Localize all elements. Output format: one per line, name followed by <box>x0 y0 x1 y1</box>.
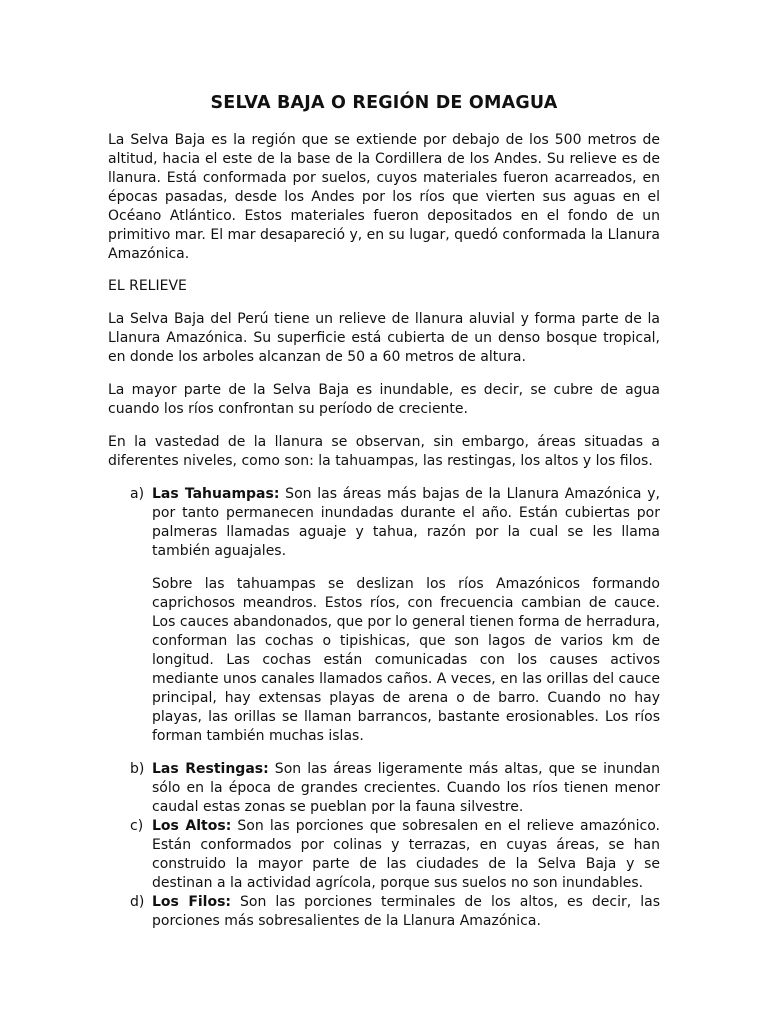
list-item-description: Son las porciones que sobresalen en el relieve amazónico. Están conformados por colinas y terrazas, en cuyas áreas, se han construido la mayor parte de las ciudades de la Selva Baja y se destinan a la actividad agrícola, porque sus suelos no son inundables. <box>152 818 660 891</box>
list-marker: d) <box>130 894 145 910</box>
relieve-paragraph-3: En la vastedad de la llanura se observan, sin embargo, áreas situadas a diferentes niveles, como son: la tahuampas, las restingas, los altos y los filos. <box>108 434 660 469</box>
tahuampas-extra-paragraph: Sobre las tahuampas se deslizan los ríos Amazónicos formando caprichosos meandros. Estos ríos, con frecuencia cambian de cauce. Los cauces abandonados, que por lo general tienen forma de herradura, conforman las cochas o tipishicas, que son lagos de varios km de longitud. Las cochas están comunicadas con los causes activos mediante unos canales llamados caños. A veces, en las orillas del cauce principal, hay extensas playas de arena o de barro. Cuando no hay playas, las orillas se llaman barrancos, bastante erosionables. Los ríos forman también muchas islas. <box>152 576 660 744</box>
list-item-altos <box>108 817 660 893</box>
list-item-term: Las Restingas: <box>152 761 269 777</box>
list-item-text <box>152 485 660 561</box>
intro-paragraph: La Selva Baja es la región que se extiende por debajo de los 500 metros de altitud, hacia el este de la base de la Cordillera de los Andes. Su relieve es de llanura. Está conformada por suelos, cuyos materiales fueron acarreados, en épocas pasadas, desde los Andes por los ríos que vierten sus aguas en el Océano Atlántico. Estos materiales fueron depositados en el fondo de un primitivo mar. El mar desapareció y, en su lugar, quedó conformada la Llanura Amazónica. <box>108 132 660 262</box>
list-item-filos <box>108 893 660 931</box>
list-item-description: Son las áreas más bajas de la Llanura Amazónica y, por tanto permanecen inundadas durante el año. Están cubiertas por palmeras llamadas aguaje y tahua, razón por la cual se les llama también aguajales. <box>152 486 660 559</box>
list-item-text <box>152 817 660 893</box>
list-item-tahuampas <box>108 485 660 561</box>
relief-levels-list <box>108 485 660 931</box>
list-item-term: Los Filos: <box>152 894 232 910</box>
relieve-paragraph-1: La Selva Baja del Perú tiene un relieve de llanura aluvial y forma parte de la Llanura Amazónica. Su superficie está cubierta de un denso bosque tropical, en donde los arboles alcanzan de 50 a 60 metros de altura. <box>108 311 660 365</box>
list-item-term: Las Tahuampas: <box>152 486 280 502</box>
list-marker: c) <box>130 818 144 834</box>
list-item-text <box>152 893 660 931</box>
section-heading: EL RELIEVE <box>108 278 187 294</box>
document-title: SELVA BAJA O REGIÓN DE OMAGUA <box>210 93 558 113</box>
list-marker: b) <box>130 761 145 777</box>
relieve-paragraph-2: La mayor parte de la Selva Baja es inundable, es decir, se cubre de agua cuando los ríos confrontan su período de creciente. <box>108 382 660 417</box>
list-item-text <box>152 760 660 817</box>
list-marker: a) <box>130 486 145 502</box>
list-item-restingas <box>108 760 660 817</box>
list-item-description: Son las porciones terminales de los altos, es decir, las porciones más sobresalientes de la Llanura Amazónica. <box>152 894 660 929</box>
document-page <box>108 90 660 931</box>
list-item-description: Son las áreas ligeramente más altas, que se inundan sólo en la época de grandes crecientes. Cuando los ríos tienen menor caudal estas zonas se pueblan por la fauna silvestre. <box>152 761 660 815</box>
list-item-term: Los Altos: <box>152 818 232 834</box>
